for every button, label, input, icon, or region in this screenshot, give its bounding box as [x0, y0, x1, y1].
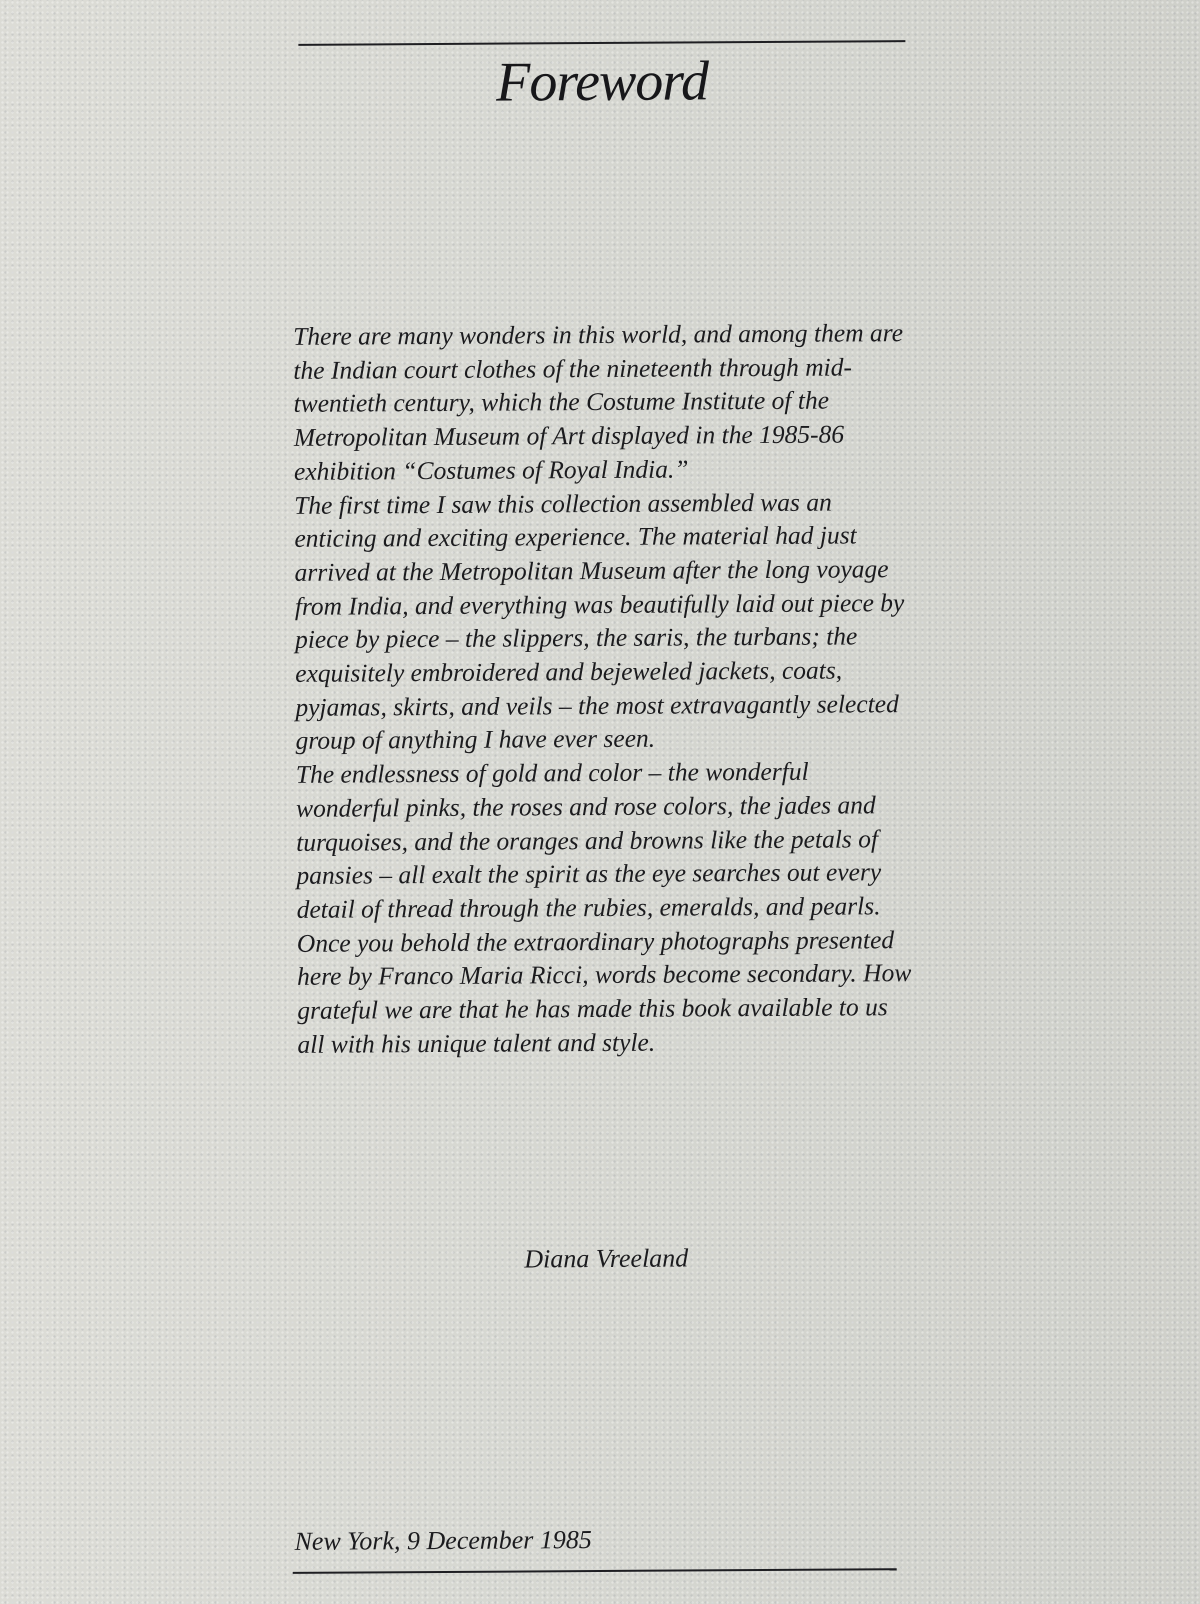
paragraph-1: There are many wonders in this world, and among them are the Indian court clothes of the nineteenth through mid-twentieth century, which the Costume Institute of the Metropolitan Museum of Art displayed in the 1985-86 exhibition “Costumes of Royal India.”	[293, 318, 904, 486]
paragraph-3: The endlessness of gold and color – the wonderful wonderful pinks, the roses and rose colors, the jades and turquoises, and the oranges and browns like the petals of pansies – all exalt the spirit as the eye searches out every detail of thread through the rubies, emeralds, and pearls.	[295, 756, 882, 924]
foreword-body	[293, 316, 913, 1061]
top-rule	[298, 40, 905, 46]
bottom-rule	[293, 1568, 897, 1574]
paragraph-2: The first time I saw this collection assembled was an enticing and exciting experience. The material had just arrived at the Metropolitan Museum after the long voyage from India, and everything was beautifully laid out piece by piece by piece – the slippers, the saris, the turbans; the exquisitely embroidered and bejeweled jackets, coats, pyjamas, skirts, and veils – the most extravagantly selected group of anything I have ever seen.	[294, 487, 905, 756]
page-title: Foreword	[496, 50, 709, 114]
author-signature: Diana Vreeland	[524, 1243, 689, 1274]
paragraph-4: Once you behold the extraordinary photographs presented here by Franco Maria Ricci, words become secondary. How grateful we are that he has made this book available to us all with his unique talent and style.	[296, 924, 912, 1059]
dateline: New York, 9 December 1985	[294, 1525, 592, 1556]
